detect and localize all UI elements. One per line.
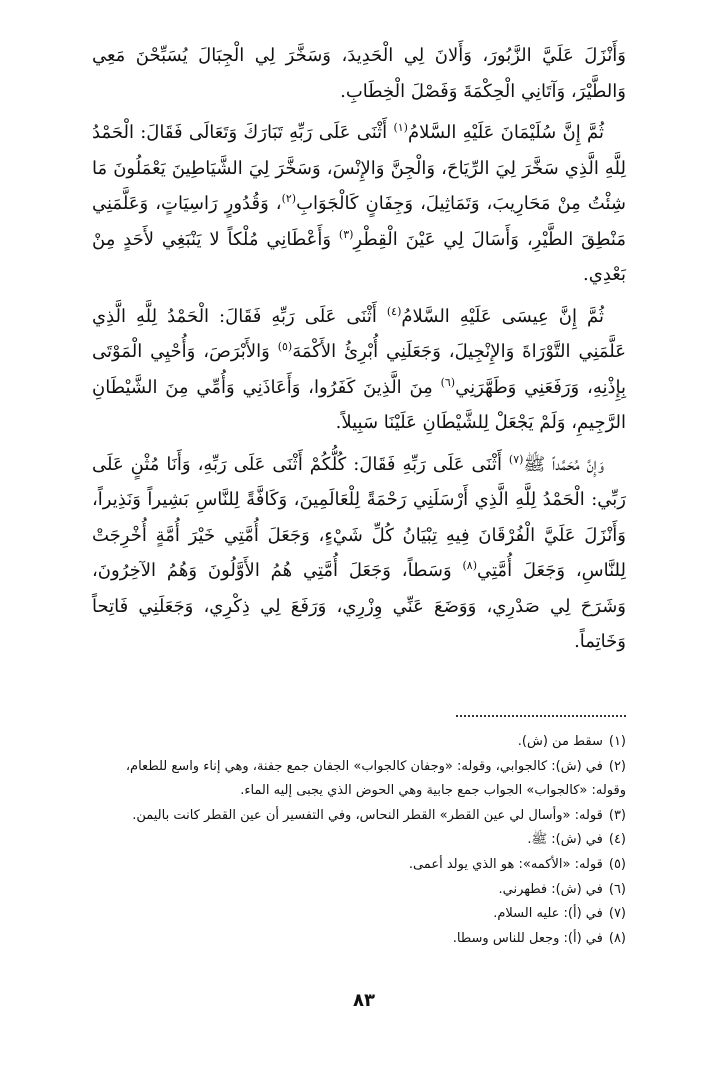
paragraph-text: وَأَنْزَلَ عَلَيَّ الزَّبُورَ، وَأَلانَ لِي الْحَدِيدَ، وَسَخَّرَ لِي الْجِبَالَ يُسَبِّحْنَ مَعِي وَالطَّيْرَ، وَآتَانِي الْحِكْمَةَ وَفَصْلَ الْخِطَابِ. — [92, 45, 626, 102]
footnote-reference: (٦) — [440, 375, 456, 389]
footnote-reference: (٣) — [338, 227, 354, 241]
paragraph-text: وَإِنَّ مُحَمَّداً ﷺ — [523, 453, 605, 475]
paragraph-text: وَسَطاً، وَجَعَلَ أُمَّتِي هُمُ الأَوَّلُونَ وَهُمُ الآخِرُونَ، وَشَرَحَ لِي صَدْرِي، وَوَضَعَ عَنِّي وِزْرِي، وَرَفَعَ لِي ذِكْرِي، وَجَعَلَنِي فَاتِحاً وَخَاتِماً. — [92, 560, 626, 652]
footnote — [92, 878, 626, 903]
footnote-number: (٧) — [608, 906, 626, 922]
footnote-text: في (ش): كالجوابي، وقوله: «وجفان كالجواب» الجفان جمع جفنة، وهي إناء واسع للطعام، وقوله: «كالجواب» الجواب جمع جابية وهي الحوض الذي يجبى إليه الماء. — [125, 758, 626, 799]
paragraph — [92, 38, 626, 109]
paragraph-text: وَالأَبْرَصَ، وَأُحْيِي الْمَوْتَى بِإِذْنِهِ، وَرَفَعَنِي وَطَهَّرَنِي — [92, 341, 626, 398]
footnote-reference: (٤) — [386, 304, 402, 318]
paragraph-text: ثُمَّ إِنَّ عِيسَى عَلَيْهِ السَّلامُ — [401, 305, 604, 327]
paragraph — [92, 447, 626, 660]
footnote-number: (١) — [608, 734, 626, 749]
footnote-text: في (أ): وجعل للناس وسطا. — [452, 930, 603, 946]
footnote-text: في (ش): ﷺ. — [527, 832, 603, 848]
paragraph-text: ، وَقُدُورٍ رَاسِيَاتٍ، وَعَلَّمَنِي مَنْطِقَ الطَّيْرِ، وَأَسَالَ لِي عَيْنَ الْقِطْرِ — [92, 193, 626, 250]
footnote — [92, 828, 626, 853]
footnote-text: سقط من (ش). — [517, 734, 603, 749]
footnote — [92, 853, 626, 878]
paragraph-text: أَثْنَى عَلَى رَبِّهِ تَبَارَكَ وَتَعَالَى فَقَالَ: الْحَمْدُ لِلَّهِ الَّذِي سَخَّرَ لِيَ الرِّيَاحَ، وَالْجِنَّ وَالإِنْسَ، وَسَخَّرَ لِيَ الشَّيَاطِينَ يَعْمَلُونَ مَا شِئْتُ مِنْ مَحَارِيبَ، وَتَمَاثِيلَ، وَجِفَانٍ كَالْجَوَابِ — [92, 122, 626, 214]
paragraph — [92, 299, 626, 441]
footnote — [92, 927, 626, 952]
paragraph-text: أَثْنَى عَلَى رَبِّهِ فَقَالَ: الْحَمْدُ لِلَّهِ الَّذِي عَلَّمَنِي التَّوْرَاةَ وَالإِنْجِيلَ، وَجَعَلَنِي أُبْرِئُ الأَكْمَهَ — [92, 305, 626, 362]
footnote — [92, 902, 626, 927]
footnote — [92, 755, 626, 804]
footnote-reference: (١) — [393, 121, 408, 134]
footnote-number: (٦) — [608, 881, 626, 897]
footnote-text: قوله: «الأكمه»: هو الذي يولد أعمى. — [408, 856, 603, 872]
paragraph-text: أَثْنَى عَلَى رَبِّهِ فَقَالَ: كُلُّكُمْ أَثْنَى عَلَى رَبِّهِ، وَأَنَا مُثْنٍ عَلَى رَبِّي: الْحَمْدُ لِلَّهِ الَّذِي أَرْسَلَنِي رَحْمَةً لِلْعَالَمِينَ، وَكَافَّةً لِلنَّاسِ بَشِيراً وَنَذِيراً، وَأَنْزَلَ عَلَيَّ الْفُرْقَانَ فِيهِ تِبْيَانُ كُلِّ شَيْءٍ، وَجَعَلَ أُمَّتِي خَيْرَ أُمَّةٍ أُخْرِجَتْ لِلنَّاسِ، وَجَعَلَ أُمَّتِي — [92, 453, 627, 581]
footnote — [92, 730, 626, 755]
footnote-reference: (٥) — [277, 340, 293, 353]
footnote-number: (٤) — [608, 832, 626, 848]
footnote-number: (٣) — [608, 807, 626, 823]
paragraph-text: وَأَعْطَانِي مُلْكاً لا يَنْبَغِي لأَحَدٍ مِنْ بَعْدِي. — [92, 228, 626, 285]
footnote-text: في (ش): فطهرني. — [498, 881, 603, 897]
footnote-number: (٨) — [608, 930, 626, 946]
footnote-text: في (أ): عليه السلام. — [493, 906, 603, 922]
footnote-number: (٢) — [608, 758, 626, 774]
footnotes — [92, 730, 626, 951]
footnote-reference: (٢) — [281, 192, 297, 205]
paragraph — [92, 115, 626, 293]
footnote-text: قوله: «وأسال لي عين القطر» القطر النحاس، وفي التفسير أن عين القطر كانت باليمن. — [132, 807, 603, 823]
footnote-separator — [456, 715, 626, 717]
page-number: ٨٣ — [353, 990, 375, 1011]
paragraph-text: ثُمَّ إِنَّ سُلَيْمَانَ عَلَيْهِ السَّلامُ — [407, 122, 604, 143]
footnote-reference: (٧) — [508, 452, 524, 466]
footnote-reference: (٨) — [462, 559, 477, 572]
main-text — [92, 38, 626, 660]
footnote-number: (٥) — [608, 856, 626, 872]
footnote — [92, 804, 626, 829]
paragraph-text: مِنَ الَّذِينَ كَفَرُوا، وَأَعَاذَنِي وَأُمِّي مِنَ الشَّيْطَانِ الرَّجِيمِ، وَلَمْ يَجْعَلْ لِلشَّيْطَانِ عَلَيْنَا سَبِيلاً. — [92, 376, 626, 433]
